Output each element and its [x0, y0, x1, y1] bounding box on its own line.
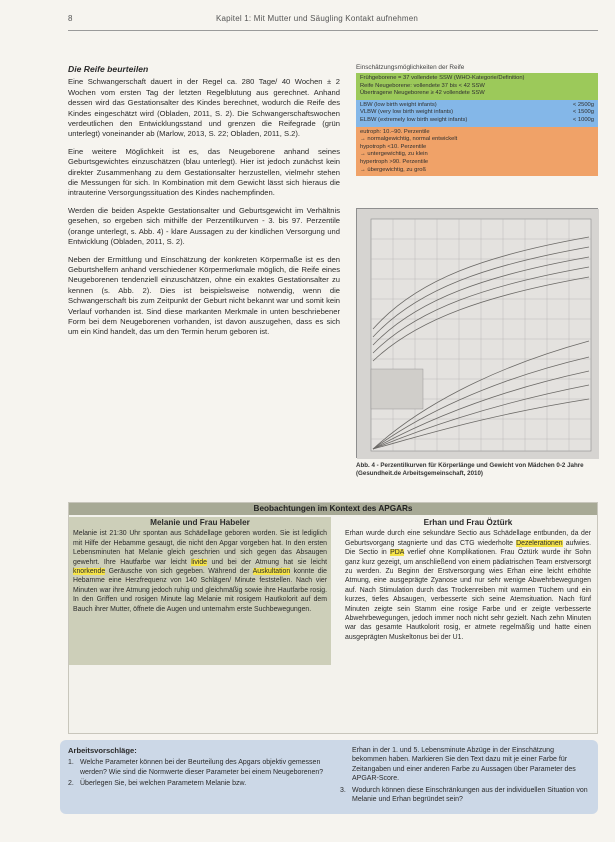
highlighted-term: knorkende: [73, 568, 106, 576]
legend-orange-block: [356, 127, 598, 177]
legend-value: < 1500g: [572, 109, 594, 116]
legend-label: LBW (low birth weight infants): [360, 101, 437, 108]
chapter-title: Kapitel 1: Mit Mutter und Säugling Kontakt aufnehmen: [216, 14, 419, 23]
legend-line: → normalgewichtig, normal entwickelt: [360, 136, 458, 143]
tasks-heading: Arbeitsvorschläge:: [68, 746, 137, 755]
maturity-legend: [356, 64, 598, 176]
legend-line: [360, 109, 594, 117]
page-number: 8: [68, 14, 73, 23]
legend-line: eutroph: 10.–90. Perzentile: [360, 128, 430, 135]
paragraph: Eine Schwangerschaft dauert in der Regel ca. 280 Tage/ 40 Wochen ± 2 Wochen vom ersten Tag der letzten Regelblutung aus gerechnet. Anhand dessen wird das Gestationsalter des Kindes berechnet, wodurch die Reife des Kindes eingeschätzt wird (Obladen, 2011, S. 2). Die Schwangerschaftswochen verdeutlichen den Entwicklungsstand und grenzen die Reifegrade (grün unterlegt) voneinander ab (Marlow, 2013, S. 22; Obladen, 2011, S.2).: [68, 77, 340, 139]
task-item: [68, 758, 324, 777]
section-heading: Die Reife beurteilen: [68, 64, 149, 74]
legend-label: VLBW (very low birth weight infants): [360, 109, 454, 116]
case-text-segment: verlief ohne Komplikationen. Frau Öztürk wurde ihr Sohn ganz kurz gezeigt, um anschließend von einem pädiatrischen Team erstversorgt zu werden. Zu Beginn der Erstversorgung wies Erhan eine leicht erhöhte Atmung, eine ausgeprägte Zyanose und nur sehr wenige Abwehrbewegungen auf. Nach Stimulation durch das Trockenreiben mit warmen Tüchern und ein kurzes, tiefes Absaugen, verbesserte sich seine Atemsituation. Nach fünf Minuten zeigte sein Stamm eine rosige Farbe und er zeigte verbesserte Abwehrbewegungen, jedoch immer noch nicht sehr gezielt. Nach zehn Minuten war das gesamte Hautkolorit rosig, er atmete regelmäßig und hatte einen ausgeprägten Muskeltonus bei der U1.: [345, 549, 591, 641]
percentile-chart-image: [356, 208, 598, 458]
case-text: [345, 529, 591, 642]
header-rule: [68, 30, 598, 31]
task-text: Erhan in der 1. und 5. Lebensminute Abzüge in der Einschätzung bekommen haben. Markieren Sie den Text dazu mit je einer Farbe für Zeitangaben und einer anderen Farbe zu Aussagen über Parameter des APGAR-Score.: [352, 747, 576, 783]
task-number: 1.: [68, 759, 74, 767]
case-heading: Erhan und Frau Öztürk: [423, 518, 513, 527]
case-melanie: [69, 517, 331, 665]
work-suggestions-box: [60, 740, 598, 814]
legend-value: < 2500g: [572, 101, 594, 108]
legend-line: Übertragene Neugeborene ≥ 42 vollendete SSW: [360, 90, 485, 97]
highlighted-term: Auskultation: [252, 568, 291, 576]
task-text: Welche Parameter können bei der Beurteilung des Apgars objektiv gemessen werden? Wie sind die Normwerte dieser Parameter bei einem Neugeborenen?: [80, 759, 324, 776]
legend-label: ELBW (extremely low birth weight infants): [360, 116, 468, 123]
legend-blue-block: [356, 100, 598, 127]
case-text-segment: konnte die Hebamme eine Herzfrequenz von 140 Schlägen/ Minute feststellen. Nach vier Minuten war ihre Atmung jedoch ruhig und gleichmäßig sowie ihre Hautfarbe rosig. In den Griffen und rosigen Minute lag Melanie mit rosigem Hautkolorit auf dem Bauch ihrer Mutter, öffnete die Augen und unternahm erste Suchbewegungen.: [73, 568, 327, 613]
figure-caption: Abb. 4 - Perzentilkurven für Körperlänge und Gewicht von Mädchen 0-2 Jahre (Gesundheit.de Arbeitsgemeinschaft, 2010): [356, 462, 584, 477]
tasks-left: [68, 746, 324, 791]
task-item: [340, 786, 590, 805]
case-text: [73, 529, 327, 614]
case-erhan: [341, 517, 595, 642]
legend-line: → untergewichtig, zu klein: [360, 151, 428, 158]
highlighted-term: livide: [191, 558, 207, 566]
case-text-segment: Geräusche von sich gegeben. Während der: [105, 568, 253, 576]
legend-line: [360, 102, 594, 110]
task-item: [340, 746, 590, 784]
legend-title: Einschätzungsmöglichkeiten der Reife: [356, 64, 465, 71]
observations-box: [68, 502, 598, 734]
legend-green-block: [356, 73, 598, 100]
legend-line: → übergewichtig, zu groß: [360, 166, 427, 173]
legend-value: < 1000g: [572, 116, 594, 123]
page-header: [68, 14, 598, 28]
task-number: 2.: [68, 780, 74, 788]
observations-title: Beobachtungen im Kontext des APGARs: [69, 503, 597, 515]
legend-line: Reife Neugeborene: vollendete 37 bis < 42 SSW: [360, 82, 485, 89]
legend-line: hypotroph <10. Perzentile: [360, 143, 427, 150]
task-number: 3.: [340, 786, 346, 794]
task-number: [340, 746, 352, 784]
task-text: Wodurch können diese Einschränkungen aus der individuellen Situation von Melanie und Erhan begründet sein?: [352, 786, 588, 804]
case-text-segment: Erhan wurde durch eine sekundäre Sectio aus Schädellage entbunden, da der Geburtsvorgang stagnierte und das CTG wiederholte: [345, 530, 591, 547]
left-text-column: [68, 64, 340, 345]
legend-line: Frühgeborene = 37 vollendete SSW (WHO-Kategorie/Definition): [360, 75, 525, 81]
task-item: [68, 779, 324, 788]
percentile-chart-graphic: [357, 209, 599, 459]
highlighted-term: Dezelerationen: [516, 539, 563, 547]
tasks-right: [340, 746, 590, 806]
task-text: Überlegen Sie, bei welchen Parametern Melanie bzw.: [80, 780, 247, 788]
paragraph: Werden die beiden Aspekte Gestationsalter und Geburtsgewicht im Verhältnis gesehen, so ergeben sich mithilfe der Perzentilkurven - 3. bis 97. Perzentile (orange unterlegt, s. Abb. 4) - klare Aussagen zu der kindlichen Versorgung und Entwicklung (Obladen, 2011, S. 2).: [68, 205, 340, 247]
legend-line: [360, 117, 594, 125]
case-text-segment: Melanie ist 21:30 Uhr spontan aus Schädellage geboren worden. Sie ist lediglich mit Hilfe der Hebamme gesaugt, die nicht den Apgar vorgeben hat. In den ersten Lebensminuten hat Melanie gleich geschrien und sich gegen das Absaugen gewehrt. Ihre Hautfarbe war leicht: [73, 530, 327, 566]
highlighted-term: PDA: [390, 549, 404, 557]
case-text-segment: aufwies. Die Sectio in: [345, 539, 591, 557]
paragraph: Neben der Ermittlung und Einschätzung der konkreten Körpermaße ist es den Geburtshelfern anhand verschiedener Körpermerkmale möglich, die Reife eines Neugeborenen tendenziell einzuschätzen, ohne ein exaktes Gestationsalter zu kennen (s. Abb. 2). Dies ist beispielsweise notwendig, wenn die Schwangerschaft bis zum Zeitpunkt der Geburt nicht bekannt war und somit kein Verlauf vorhanden ist. Sind diese markanten Merkmale in unten beschriebener Form bei dem Neugeborenen vorhanden, ist davon auszugehen, dass es sich um ein Kind handelt, das um den Termin herum geboren ist.: [68, 254, 340, 337]
case-heading: Melanie und Frau Habeler: [150, 518, 250, 527]
legend-line: hypertroph >90. Perzentile: [360, 158, 429, 165]
case-text-segment: und bei der Atmung hat sie leicht: [206, 558, 327, 566]
paragraph: Eine weitere Möglichkeit ist es, das Neugeborene anhand seines Geburtsgewichtes einzuschätzen (blau unterlegt). Hier ist jedoch zunächst kein direkter Zusammenhang zu dem Gestationsalter herzustellen, vielmehr stehen die Messungen für sich. In Kombination mit dem Gewicht lässt sich hieraus die intrauterine Versorgungssituation des Kindes nachempfinden.: [68, 146, 340, 198]
